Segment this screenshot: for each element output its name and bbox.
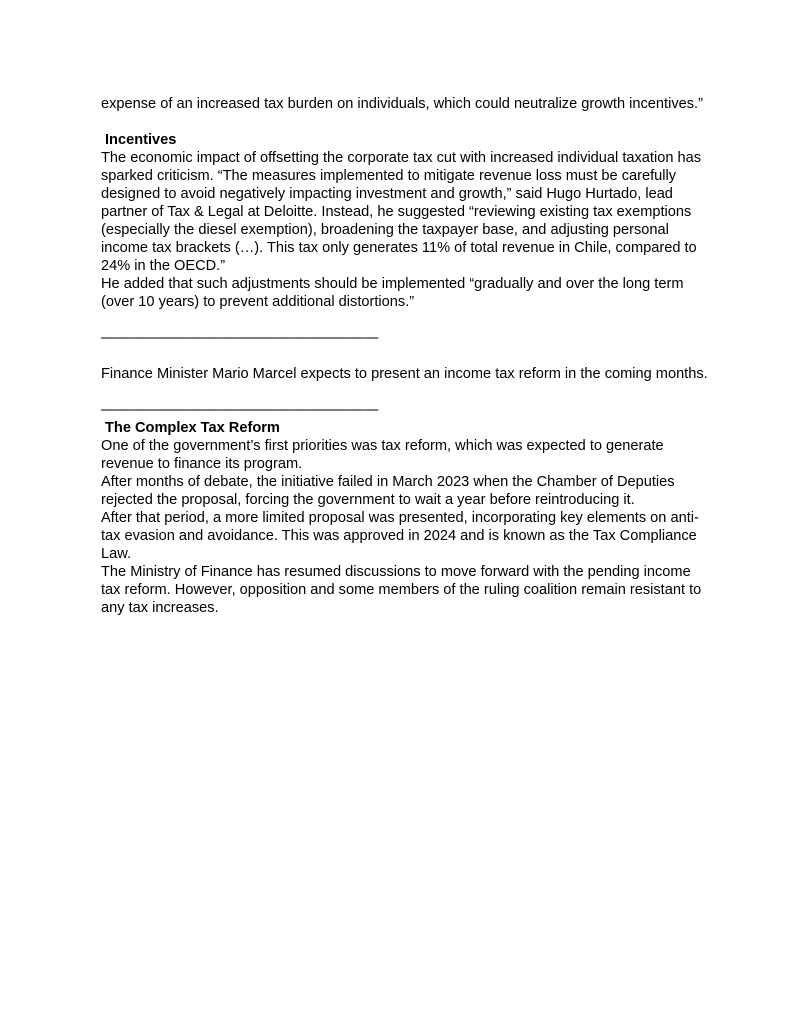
- divider-line: ———————————————————: [101, 330, 379, 346]
- spacer: [101, 113, 711, 131]
- paragraph: The economic impact of offsetting the corporate tax cut with increased individual taxation has sparked criticism. “The measures implemented to mitigate revenue loss must be carefully designed to avoid negatively impacting investment and growth,” said Hugo Hurtado, lead partner of Tax & Legal at Deloitte. Instead, he suggested “reviewing existing tax exemptions (especially the diesel exemption), broadening the taxpayer base, and adjusting personal income tax brackets (…). This tax only generates 11% of total revenue in Chile, compared to 24% in the OECD.”: [101, 150, 702, 274]
- spacer: [101, 383, 711, 401]
- intro-fragment: expense of an increased tax burden on individuals, which could neutralize growth incentives.”: [101, 96, 703, 112]
- paragraph: He added that such adjustments should be implemented “gradually and over the long term (over 10 years) to prevent additional distortions.”: [101, 276, 684, 310]
- pull-quote: Finance Minister Mario Marcel expects to present an income tax reform in the coming months.: [101, 366, 708, 382]
- paragraph: The Ministry of Finance has resumed discussions to move forward with the pending income tax reform. However, opposition and some members of the ruling coalition remain resistant to any tax increases.: [101, 564, 702, 616]
- paragraph: After months of debate, the initiative failed in March 2023 when the Chamber of Deputies rejected the proposal, forcing the government to wait a year before reintroducing it.: [101, 474, 675, 508]
- section-heading-complex-tax-reform: The Complex Tax Reform: [105, 420, 280, 436]
- divider-line: ———————————————————: [101, 402, 379, 418]
- paragraph: After that period, a more limited proposal was presented, incorporating key elements on anti-tax evasion and avoidance. This was approved in 2024 and is known as the Tax Compliance Law.: [101, 510, 699, 562]
- paragraph: One of the government’s first priorities was tax reform, which was expected to generate revenue to finance its program.: [101, 438, 664, 472]
- spacer: [101, 311, 711, 329]
- section-heading-incentives: Incentives: [105, 132, 177, 148]
- spacer: [101, 347, 711, 365]
- document-page: [101, 95, 711, 617]
